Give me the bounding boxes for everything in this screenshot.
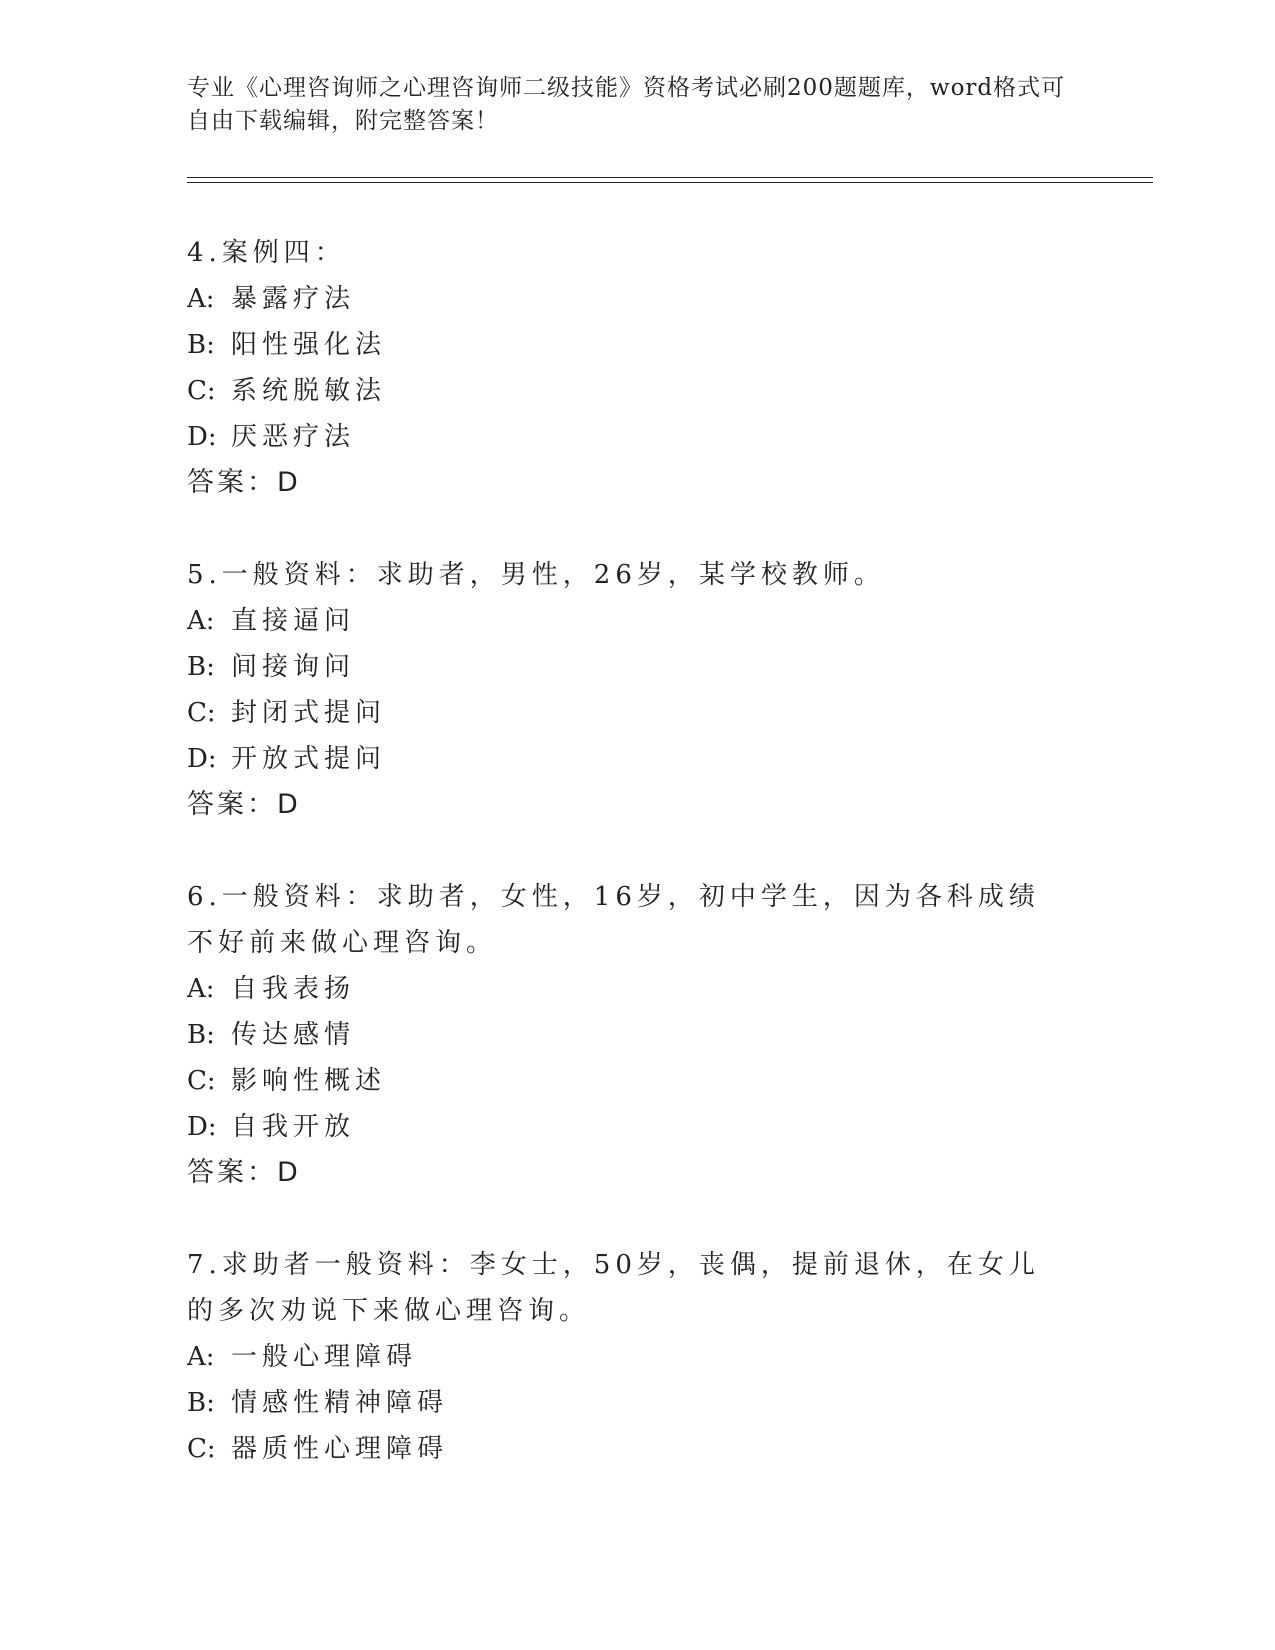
question-4 bbox=[187, 230, 1067, 506]
option-text: 开放式提问 bbox=[231, 744, 387, 774]
option-letter: A: bbox=[187, 284, 215, 314]
question-7 bbox=[187, 1242, 1067, 1472]
option-a bbox=[187, 1334, 1067, 1380]
option-c bbox=[187, 368, 1067, 414]
option-c bbox=[187, 1058, 1067, 1104]
option-letter: D: bbox=[187, 1112, 217, 1142]
answer-line: 答案：D bbox=[187, 1157, 301, 1188]
option-text: 情感性精神障碍 bbox=[231, 1388, 449, 1418]
question-5 bbox=[187, 552, 1067, 828]
question-text: 7.求助者一般资料：李女士，50岁，丧偶，提前退休，在女儿的多次劝说下来做心理咨询。 bbox=[187, 1250, 1040, 1326]
option-a bbox=[187, 276, 1067, 322]
option-text: 影响性概述 bbox=[231, 1066, 387, 1096]
option-letter: C: bbox=[187, 698, 216, 728]
question-6 bbox=[187, 874, 1067, 1196]
question-text: 6.一般资料：求助者，女性，16岁，初中学生，因为各科成绩不好前来做心理咨询。 bbox=[187, 882, 1040, 958]
option-b bbox=[187, 1380, 1067, 1426]
option-d bbox=[187, 1104, 1067, 1150]
option-text: 间接询问 bbox=[231, 652, 356, 682]
option-text: 一般心理障碍 bbox=[231, 1342, 418, 1372]
header-rule-bottom bbox=[187, 182, 1153, 183]
option-a bbox=[187, 966, 1067, 1012]
option-letter: B: bbox=[187, 1388, 215, 1418]
option-text: 暴露疗法 bbox=[231, 284, 356, 314]
option-text: 自我开放 bbox=[231, 1112, 356, 1142]
document-header: 专业《心理咨询师之心理咨询师二级技能》资格考试必刷200题题库，word格式可自由下载编辑，附完整答案！ bbox=[187, 75, 1066, 134]
option-c bbox=[187, 1426, 1067, 1472]
option-letter: B: bbox=[187, 1020, 215, 1050]
option-text: 传达感情 bbox=[231, 1020, 356, 1050]
header-rule-top bbox=[187, 177, 1153, 178]
option-b bbox=[187, 644, 1067, 690]
question-text: 4.案例四： bbox=[187, 238, 346, 268]
option-text: 封闭式提问 bbox=[231, 698, 387, 728]
option-text: 厌恶疗法 bbox=[231, 422, 356, 452]
option-text: 阳性强化法 bbox=[231, 330, 387, 360]
option-text: 系统脱敏法 bbox=[231, 376, 387, 406]
question-text: 5.一般资料：求助者，男性，26岁，某学校教师。 bbox=[187, 560, 885, 590]
option-text: 器质性心理障碍 bbox=[231, 1434, 449, 1464]
option-text: 直接逼问 bbox=[231, 606, 356, 636]
option-letter: D: bbox=[187, 744, 217, 774]
option-d bbox=[187, 414, 1067, 460]
answer-line: 答案：D bbox=[187, 467, 301, 498]
option-letter: A: bbox=[187, 606, 215, 636]
option-letter: C: bbox=[187, 1066, 216, 1096]
option-c bbox=[187, 690, 1067, 736]
option-b bbox=[187, 322, 1067, 368]
option-letter: B: bbox=[187, 330, 215, 360]
answer-line: 答案：D bbox=[187, 789, 301, 820]
option-b bbox=[187, 1012, 1067, 1058]
option-letter: C: bbox=[187, 376, 216, 406]
option-d bbox=[187, 736, 1067, 782]
option-letter: B: bbox=[187, 652, 215, 682]
option-letter: A: bbox=[187, 974, 215, 1004]
option-letter: C: bbox=[187, 1434, 216, 1464]
option-letter: A: bbox=[187, 1342, 215, 1372]
option-letter: D: bbox=[187, 422, 217, 452]
option-a bbox=[187, 598, 1067, 644]
question-list bbox=[187, 230, 1067, 1518]
option-text: 自我表扬 bbox=[231, 974, 356, 1004]
